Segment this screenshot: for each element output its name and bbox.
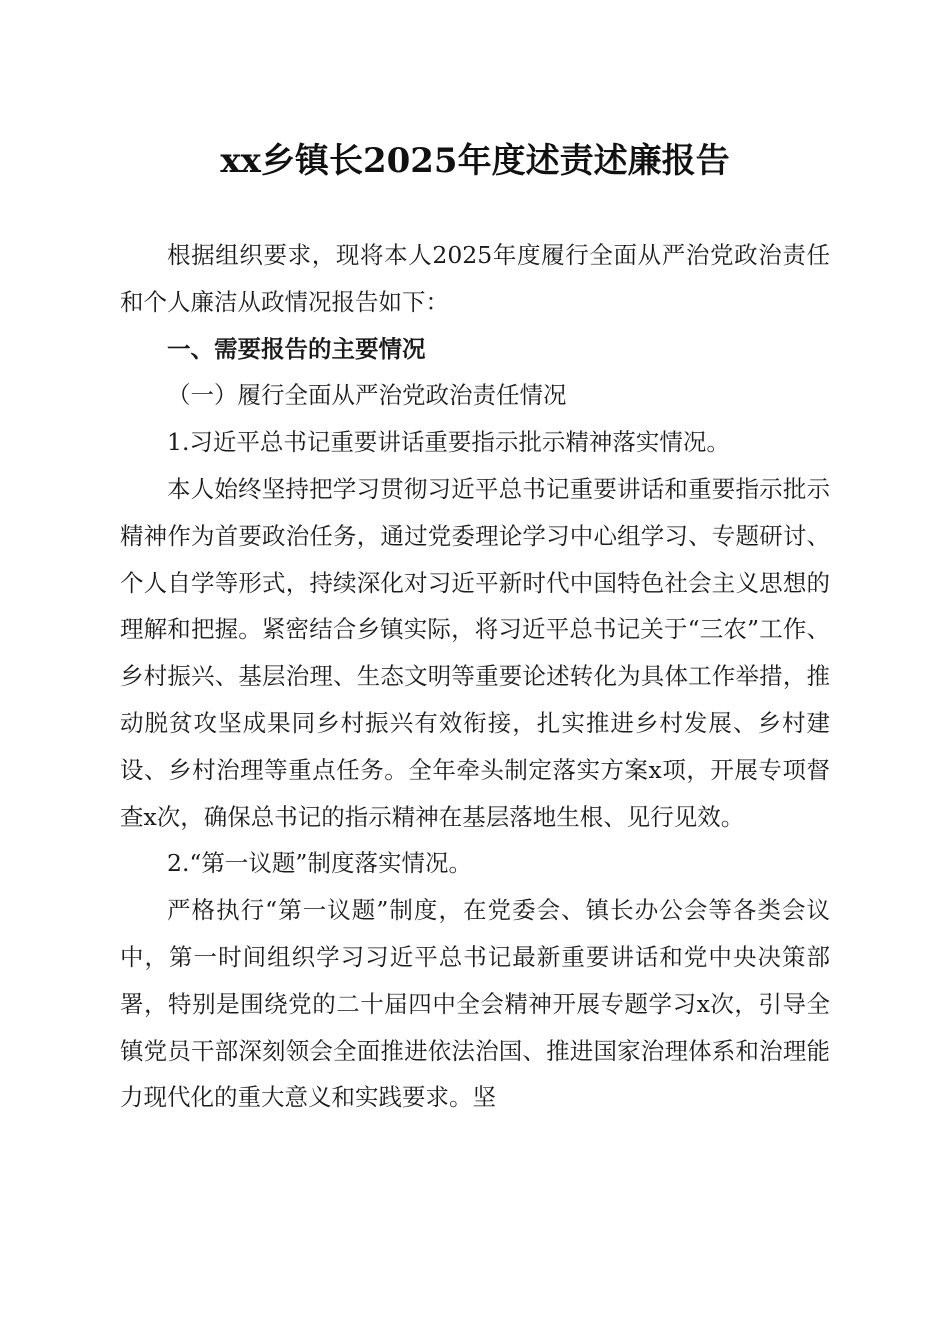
document-title: xx乡镇长2025年度述责述廉报告 xyxy=(220,141,730,181)
item-heading: 1.习近平总书记重要讲话重要指示批示精神落实情况。 xyxy=(167,428,730,457)
document-body xyxy=(120,232,830,1121)
body-paragraph: 本人始终坚持把学习贯彻习近平总书记重要讲话和重要指示批示精神作为首要政治任务，通过党委理论学习中心组学习、专题研讨、个人自学等形式，持续深化对习近平新时代中国特色社会主义思想的理解和把握。紧密结合乡镇实际，将习近平总书记关于“三农”工作、乡村振兴、基层治理、生态文明等重要论述转化为具体工作举措，推动脱贫攻坚成果同乡村振兴有效衔接，扎实推进乡村发展、乡村建设、乡村治理等重点任务。全年牵头制定落实方案x项，开展专项督查x次，确保总书记的指示精神在基层落地生根、见行见效。 xyxy=(120,474,830,831)
intro-paragraph: 根据组织要求，现将本人2025年度履行全面从严治党政治责任和个人廉洁从政情况报告如下： xyxy=(120,241,830,316)
item-heading: 2.“第一议题”制度落实情况。 xyxy=(167,849,472,878)
body-paragraph: 严格执行“第一议题”制度，在党委会、镇长办公会等各类会议中，第一时间组织学习习近平总书记最新重要讲话和党中央决策部署，特别是围绕党的二十届四中全会精神开展专题学习x次，引导全镇党员干部深刻领会全面推进依法治国、推进国家治理体系和治理能力现代化的重大意义和实践要求。坚 xyxy=(120,896,830,1112)
subsection-heading: （一）履行全面从严治党政治责任情况 xyxy=(167,381,567,410)
section-heading: 一、需要报告的主要情况 xyxy=(167,334,426,363)
